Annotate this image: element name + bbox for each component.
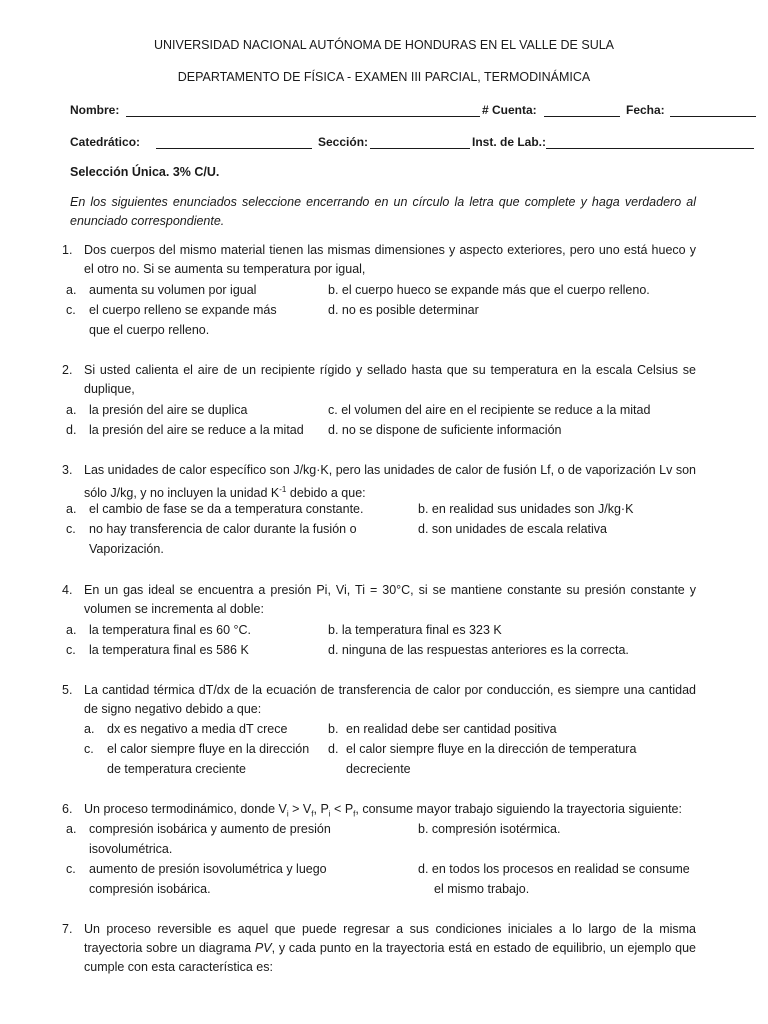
q6-text-mid3: < P (330, 802, 354, 816)
q3-text: Las unidades de calor específico son J/kg·K, pero las unidades de calor de fusión Lf, o de vaporización Lv son sólo J/kg, y no incluyen la unidad K (84, 463, 696, 501)
option-c-letter[interactable]: c. (66, 522, 76, 536)
department-title: DEPARTAMENTO DE FÍSICA - EXAMEN III PARCIAL, TERMODINÁMICA (177, 70, 591, 84)
q2-option-c[interactable]: la presión del aire se reduce a la mitad (89, 423, 304, 437)
q3-option-a[interactable]: el cambio de fase se da a temperatura constante. (89, 502, 364, 516)
q5-option-d[interactable]: el calor siempre fluye en la dirección de temperatura (346, 742, 637, 756)
question-1 (62, 241, 696, 279)
question-4 (62, 581, 696, 619)
question-number: 6. (62, 802, 73, 816)
q3-option-b[interactable]: b. en realidad sus unidades son J/kg·K (418, 502, 634, 516)
q1-option-b[interactable]: b. el cuerpo hueco se expande más que el cuerpo relleno. (328, 283, 650, 297)
option-a-letter[interactable]: a. (66, 283, 77, 297)
option-a-letter[interactable]: a. (66, 502, 77, 516)
fecha-blank[interactable] (670, 103, 756, 117)
sub-f: f (353, 809, 356, 819)
q2-option-b[interactable]: c. el volumen del aire en el recipiente se reduce a la mitad (328, 403, 651, 417)
question-number: 4. (62, 583, 73, 597)
header-fields-row-1 (70, 103, 700, 121)
question-number: 2. (62, 363, 73, 377)
q1-option-d[interactable]: d. no es posible determinar (328, 303, 479, 317)
question-3 (62, 461, 696, 503)
cuenta-label: # Cuenta: (482, 103, 537, 117)
option-c-letter[interactable]: c. (66, 643, 76, 657)
question-text (84, 920, 696, 977)
question-number: 7. (62, 922, 73, 936)
sub-f: f (311, 809, 314, 819)
question-text (84, 461, 696, 503)
question-number: 5. (62, 683, 73, 697)
q6-option-c[interactable]: aumento de presión isovolumétrica y luego (89, 862, 327, 876)
cuenta-blank[interactable] (544, 103, 620, 117)
q6-option-c-cont: compresión isobárica. (89, 882, 211, 896)
q6-option-d[interactable]: d. en todos los procesos en realidad se consume (418, 862, 690, 876)
fecha-label: Fecha: (626, 103, 665, 117)
q7-text-end: , y cada punto en la trayectoria está en estado de equilibrio, un ejemplo que cumple con esta característica es: (84, 941, 696, 974)
nombre-blank[interactable] (126, 103, 480, 117)
q3-superscript: -1 (279, 485, 287, 494)
sub-i: i (328, 809, 331, 819)
q4-option-c[interactable]: la temperatura final es 586 K (89, 643, 249, 657)
option-a-letter[interactable]: a. (66, 623, 77, 637)
q4-option-a[interactable]: la temperatura final es 60 °C. (89, 623, 252, 637)
inst-lab-blank[interactable] (546, 135, 754, 149)
section-title: Selección Única. 3% C/U. (70, 165, 220, 179)
header-fields-row-2 (70, 135, 700, 153)
nombre-label: Nombre: (70, 103, 120, 117)
q4-option-d[interactable]: d. ninguna de las respuestas anteriores es la correcta. (328, 643, 629, 657)
option-a-letter[interactable]: a. (66, 822, 77, 836)
q5-option-c[interactable]: el calor siempre fluye en la dirección (107, 742, 310, 756)
question-text: Si usted calienta el aire de un recipiente rígido y sellado hasta que su temperatura en la escala Celsius se duplique, (84, 363, 696, 396)
catedratico-label: Catedrático: (70, 135, 141, 149)
q6-option-d-cont: el mismo trabajo. (434, 882, 530, 896)
option-d-letter[interactable]: d. (66, 423, 77, 437)
q6-text-pre: Un proceso termodinámico, donde V (84, 802, 287, 816)
option-b-letter[interactable]: b. (328, 722, 339, 736)
option-c-letter[interactable]: c. (66, 862, 76, 876)
university-title: UNIVERSIDAD NACIONAL AUTÓNOMA DE HONDURAS EN EL VALLE DE SULA (153, 38, 615, 52)
question-number: 1. (62, 243, 73, 257)
question-text: La cantidad térmica dT/dx de la ecuación de transferencia de calor por conducción, es siempre una cantidad de signo negativo debido a que: (84, 683, 696, 716)
question-2 (62, 361, 696, 399)
seccion-label: Sección: (318, 135, 369, 149)
option-c-letter[interactable]: c. (66, 303, 76, 317)
q5-option-c-cont: de temperatura creciente (107, 762, 246, 776)
q7-text-pre: Un proceso reversible es aquel que puede regresar a sus condiciones iniciales a lo largo de la misma trayectoria sobre un diagrama (84, 922, 696, 955)
question-5 (62, 681, 696, 719)
inst-lab-label: Inst. de Lab.: (472, 135, 547, 149)
q2-option-d[interactable]: d. no se dispone de suficiente información (328, 423, 562, 437)
q6-option-b[interactable]: b. compresión isotérmica. (418, 822, 561, 836)
q1-option-a[interactable]: aumenta su volumen por igual (89, 283, 257, 297)
q6-text-end: , consume mayor trabajo siguiendo la trayectoria siguiente: (355, 802, 682, 816)
question-7 (62, 920, 696, 977)
q3-text-end: debido a que: (286, 486, 366, 501)
instructions: En los siguientes enunciados seleccione encerrando en un círculo la letra que complete y haga verdadero al enunciado correspondiente. (70, 195, 696, 228)
q6-text-mid1: > V (288, 802, 312, 816)
seccion-blank[interactable] (370, 135, 470, 149)
question-number: 3. (62, 463, 73, 477)
catedratico-blank[interactable] (156, 135, 312, 149)
q3-option-c-cont: Vaporización. (89, 542, 164, 556)
sub-i: i (286, 809, 289, 819)
q6-option-a[interactable]: compresión isobárica y aumento de presión (89, 822, 331, 836)
q5-option-d-cont: decreciente (346, 762, 411, 776)
q1-option-c[interactable]: el cuerpo relleno se expande más (89, 303, 277, 317)
q6-option-a-cont: isovolumétrica. (89, 842, 173, 856)
question-text: En un gas ideal se encuentra a presión Pi, Vi, Ti = 30°C, si se mantiene constante su presión constante y volumen se incrementa al doble: (84, 583, 696, 616)
q1-option-c-cont: que el cuerpo relleno. (89, 323, 210, 337)
q7-pv: PV (254, 941, 272, 955)
option-d-letter[interactable]: d. (328, 742, 339, 756)
q5-option-a[interactable]: dx es negativo a media dT crece (107, 722, 288, 736)
question-text: Dos cuerpos del mismo material tienen las mismas dimensiones y aspecto exteriores, pero uno está hueco y el otro no. Si se aumenta su temperatura por igual, (84, 243, 696, 276)
q6-text-mid2: , P (313, 802, 329, 816)
option-a-letter[interactable]: a. (84, 722, 95, 736)
option-a-letter[interactable]: a. (66, 403, 77, 417)
q5-option-b[interactable]: en realidad debe ser cantidad positiva (346, 722, 557, 736)
q4-option-b[interactable]: b. la temperatura final es 323 K (328, 623, 502, 637)
option-c-letter[interactable]: c. (84, 742, 94, 756)
q2-option-a[interactable]: la presión del aire se duplica (89, 403, 248, 417)
q3-option-d[interactable]: d. son unidades de escala relativa (418, 522, 608, 536)
q3-option-c[interactable]: no hay transferencia de calor durante la fusión o (89, 522, 357, 536)
